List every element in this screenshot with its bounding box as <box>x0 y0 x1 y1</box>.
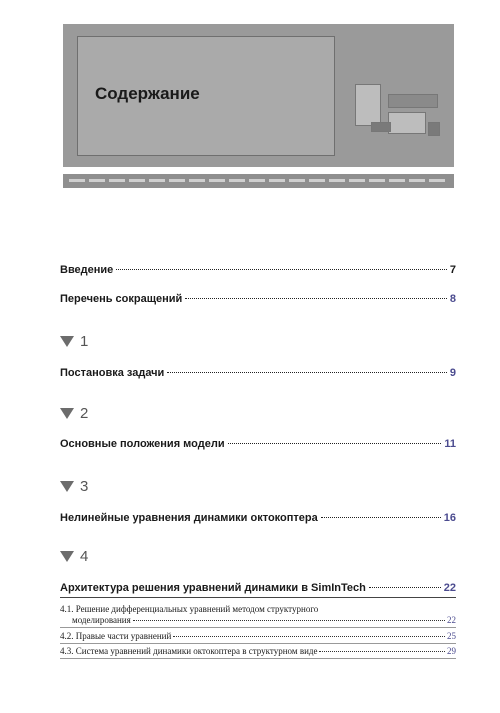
toc-entry-abbreviations[interactable] <box>60 293 456 305</box>
toc-entry-chapter-4[interactable] <box>60 582 456 594</box>
toc-subentry-page: 22 <box>447 615 456 625</box>
chapter-number: 1 <box>80 333 89 350</box>
triangle-down-icon <box>60 551 74 562</box>
toc-entry-page: 9 <box>449 367 456 379</box>
chapter-heading-4 <box>60 548 88 565</box>
toc-subentry-4-1-line2[interactable] <box>72 615 456 625</box>
chapter-number: 2 <box>80 405 89 422</box>
leader-dots <box>321 516 441 518</box>
toc-entry-label: Нелинейные уравнения динамики октокоптера <box>60 512 318 524</box>
banner-dash-strip <box>63 174 454 188</box>
section-divider <box>60 658 456 659</box>
toc-entry-label: Введение <box>60 264 114 276</box>
toc-entry-chapter-3[interactable] <box>60 512 456 524</box>
leader-dots <box>185 297 447 299</box>
toc-subentry-label: 4.2. Правые части уравнений <box>60 631 172 641</box>
toc-entry-intro[interactable] <box>60 264 456 276</box>
chapter-heading-2 <box>60 405 88 422</box>
decor-block <box>388 112 426 134</box>
toc-subentry-4-3[interactable] <box>60 646 456 656</box>
toc-entry-label: Основные положения модели <box>60 438 225 450</box>
toc-subentry-label: 4.1. Решение дифференциальных уравнений методом структурного <box>60 604 319 614</box>
toc-entry-chapter-1[interactable] <box>60 367 456 379</box>
triangle-down-icon <box>60 336 74 347</box>
leader-dots <box>133 620 445 621</box>
decor-block <box>371 122 391 132</box>
toc-entry-page: 16 <box>443 512 456 524</box>
decor-block <box>428 122 440 136</box>
toc-entry-label: Архитектура решения уравнений динамики в SimInTech <box>60 582 366 594</box>
chapter-number: 4 <box>80 548 89 565</box>
toc-entry-page: 8 <box>449 293 456 305</box>
leader-dots <box>319 651 445 652</box>
toc-subentry-label: 4.3. Система уравнений динамики октокоптера в структурном виде <box>60 646 318 656</box>
toc-entry-label: Перечень сокращений <box>60 293 183 305</box>
leader-dots <box>369 586 441 588</box>
chapter-heading-3 <box>60 478 88 495</box>
toc-entry-chapter-2[interactable] <box>60 438 456 450</box>
header-banner <box>63 24 454 167</box>
section-divider <box>60 627 456 628</box>
toc-entry-page: 11 <box>444 438 456 450</box>
triangle-down-icon <box>60 481 74 492</box>
section-divider <box>60 643 456 644</box>
chapter-number: 3 <box>80 478 89 495</box>
toc-subentry-page: 25 <box>447 631 456 641</box>
decor-block <box>388 94 438 108</box>
toc-entry-page: 22 <box>443 582 456 594</box>
toc-entry-page: 7 <box>449 264 456 276</box>
toc-subentry-4-2[interactable] <box>60 631 456 641</box>
toc-subentry-label: моделирования <box>72 615 131 625</box>
toc-entry-label: Постановка задачи <box>60 367 165 379</box>
page-title: Содержание <box>95 84 200 103</box>
decor-block <box>355 84 381 126</box>
leader-dots <box>116 268 447 270</box>
leader-dots <box>173 636 445 637</box>
toc-subentry-4-1-line1[interactable] <box>60 604 456 614</box>
chapter-heading-1 <box>60 333 88 350</box>
triangle-down-icon <box>60 408 74 419</box>
leader-dots <box>167 371 447 373</box>
leader-dots <box>228 442 442 444</box>
toc-subentry-page: 29 <box>447 646 456 656</box>
section-divider <box>60 597 456 598</box>
